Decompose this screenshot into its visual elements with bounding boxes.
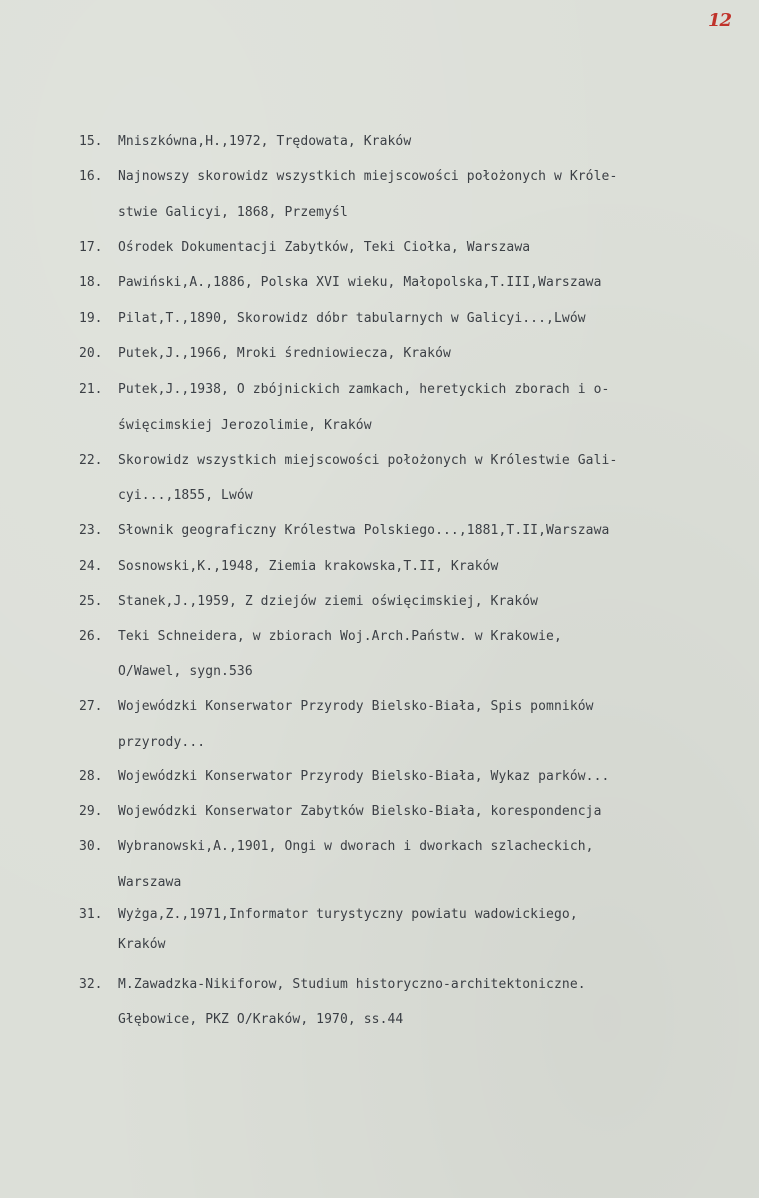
- page-number: 12: [708, 10, 732, 31]
- entry-line: Ośrodek Dokumentacji Zabytków, Teki Ciołka, Warszawa: [118, 240, 531, 255]
- entry-line: Putek,J.,1966, Mroki średniowiecza, Kraków: [118, 346, 451, 361]
- entry-number: 24.: [79, 559, 103, 574]
- entry-number: 28.: [79, 769, 103, 784]
- entry-line: Najnowszy skorowidz wszystkich miejscowości położonych w Króle-: [118, 169, 618, 184]
- entry-line: Głębowice, PKZ O/Kraków, 1970, ss.44: [118, 1012, 404, 1027]
- entry-number: 25.: [79, 594, 103, 609]
- entry-line: Teki Schneidera, w zbiorach Woj.Arch.Państw. w Krakowie,: [118, 629, 562, 644]
- entry-number: 20.: [79, 346, 103, 361]
- entry-line: Warszawa: [118, 875, 182, 890]
- entry-number: 22.: [79, 453, 103, 468]
- entry-number: 23.: [79, 523, 103, 538]
- entry-line: Putek,J.,1938, O zbójnickich zamkach, heretyckich zborach i o-: [118, 382, 610, 397]
- entry-line: M.Zawadzka-Nikiforow, Studium historyczno-architektoniczne.: [118, 977, 586, 992]
- entry-line: święcimskiej Jerozolimie, Kraków: [118, 418, 372, 433]
- entry-number: 26.: [79, 629, 103, 644]
- entry-line: Mniszkówna,H.,1972, Trędowata, Kraków: [118, 134, 412, 149]
- entry-line: Wojewódzki Konserwator Zabytków Bielsko-Biała, korespondencja: [118, 804, 602, 819]
- entry-line: przyrody...: [118, 735, 206, 750]
- entry-number: 17.: [79, 240, 103, 255]
- entry-line: Stanek,J.,1959, Z dziejów ziemi oświęcimskiej, Kraków: [118, 594, 539, 609]
- entry-number: 19.: [79, 311, 103, 326]
- entry-line: Wybranowski,A.,1901, Ongi w dworach i dworkach szlacheckich,: [118, 839, 594, 854]
- entry-line: Pilat,T.,1890, Skorowidz dóbr tabularnych w Galicyi...,Lwów: [118, 311, 586, 326]
- entry-line: cyi...,1855, Lwów: [118, 488, 253, 503]
- entry-number: 29.: [79, 804, 103, 819]
- entry-number: 15.: [79, 134, 103, 149]
- entry-line: Słownik geograficzny Królestwa Polskiego...,1881,T.II,Warszawa: [118, 523, 610, 538]
- entry-line: Kraków: [118, 937, 166, 952]
- entry-number: 18.: [79, 275, 103, 290]
- entry-number: 21.: [79, 382, 103, 397]
- entry-line: Skorowidz wszystkich miejscowości położonych w Królestwie Gali-: [118, 453, 618, 468]
- entry-line: Wojewódzki Konserwator Przyrody Bielsko-Biała, Spis pomników: [118, 699, 594, 714]
- entry-number: 31.: [79, 907, 103, 922]
- entry-line: O/Wawel, sygn.536: [118, 664, 253, 679]
- entry-line: Wojewódzki Konserwator Przyrody Bielsko-Biała, Wykaz parków...: [118, 769, 610, 784]
- entry-number: 30.: [79, 839, 103, 854]
- entry-line: Sosnowski,K.,1948, Ziemia krakowska,T.II, Kraków: [118, 559, 499, 574]
- entry-line: Wyżga,Z.,1971,Informator turystyczny powiatu wadowickiego,: [118, 907, 578, 922]
- entry-number: 32.: [79, 977, 103, 992]
- entry-line: stwie Galicyi, 1868, Przemyśl: [118, 205, 348, 220]
- entry-number: 27.: [79, 699, 103, 714]
- entry-number: 16.: [79, 169, 103, 184]
- entry-line: Pawiński,A.,1886, Polska XVI wieku, Małopolska,T.III,Warszawa: [118, 275, 602, 290]
